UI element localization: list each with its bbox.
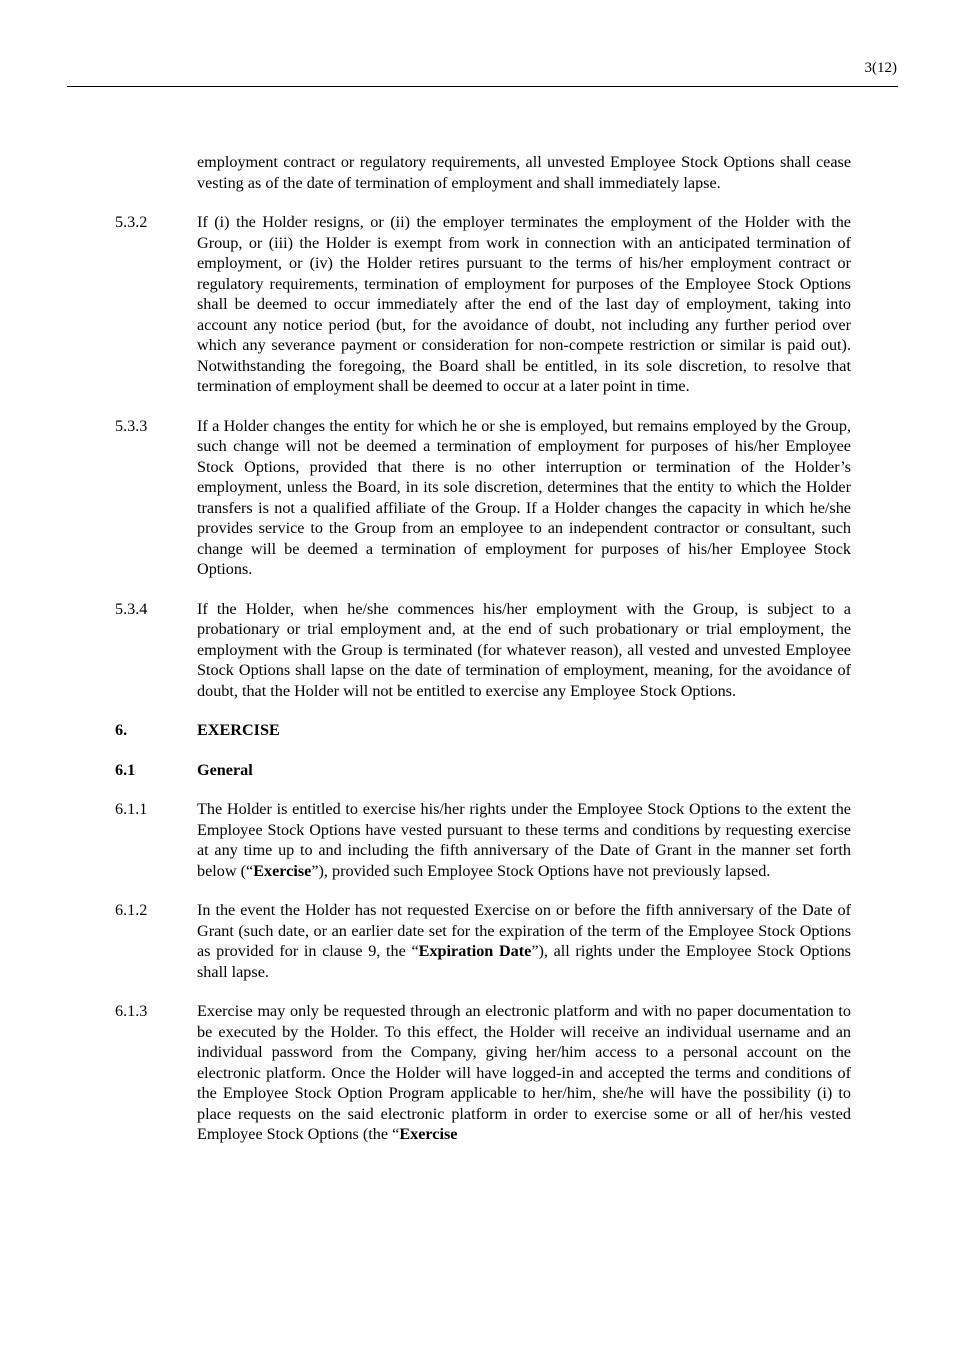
- document-body: [115, 152, 851, 1164]
- clause-number: 5.3.2: [115, 213, 148, 231]
- defined-term: Exercise: [399, 1125, 458, 1143]
- defined-term: Expiration Date: [418, 942, 532, 960]
- clause-number: 6.1.2: [115, 901, 148, 919]
- clause-number: 5.3.4: [115, 599, 148, 618]
- clause-text: employment contract or regulatory requirements, all unvested Employee Stock Options shall cease vesting as of the date of termination of employment and shall immediately lapse.: [197, 153, 851, 192]
- section-title: EXERCISE: [197, 721, 280, 739]
- clause-text-part: Exercise may only be requested through an electronic platform and with no paper documentation to be executed by the Holder. To this effect, the Holder will receive an individual username and an individual password from the Company, giving her/him access to a personal account on the electronic platform. Once the Holder will have logged-in and accepted the terms and conditions of the Employee Stock Option Program applicable to her/him, she/he will have the possibility (i) to place requests on the said electronic platform in order to exercise some or all of her/his vested Employee Stock Options (the “: [197, 1002, 851, 1143]
- clause-number: 6.1.3: [115, 1002, 148, 1020]
- clause-6-1-3: [115, 1001, 851, 1145]
- clause-text: [197, 900, 851, 982]
- clause-number: 6.1.1: [115, 800, 148, 818]
- clause-text: [197, 799, 851, 881]
- subsection-title: General: [197, 760, 253, 779]
- defined-term: Exercise: [253, 861, 312, 880]
- clause-number: [115, 152, 197, 193]
- paragraph-continuation: [115, 152, 851, 193]
- clause-text: If a Holder changes the entity for which he or she is employed, but remains employed by the Group, such change will not be deemed a termination of employment for purposes of his/her Employee Stock Options, provided that there is no other interruption or termination of the Holder’s employment, unless the Board, in its sole discretion, determines that the entity to which the Holder transfers is not a qualified affiliate of the Group. If a Holder changes the capacity in which he/she provides service to the Group from an employee to an independent contractor or consultant, such change will be deemed a termination of employment for purposes of his/her Employee Stock Options.: [197, 416, 851, 578]
- section-heading-exercise: [115, 720, 851, 741]
- clause-5-3-3: [115, 416, 851, 580]
- clause-text: [197, 1001, 851, 1145]
- subsection-heading-general: [115, 760, 851, 781]
- clause-text-part: ”), all rights under the Employee Stock Options shall lapse.: [197, 942, 851, 981]
- section-number: 6.: [115, 721, 128, 739]
- page-number: 3(12): [864, 60, 897, 76]
- subsection-number: 6.1: [115, 760, 136, 779]
- clause-5-3-4: [115, 599, 851, 702]
- clause-text-part: In the event the Holder has not requested Exercise on or before the fifth anniversary of the Date of Grant (such date, or an earlier date set for the expiration of the term of the Employee Stock Options as provided for in clause 9, the “: [197, 901, 851, 960]
- clause-6-1-1: [115, 799, 851, 881]
- header-rule: [67, 86, 898, 87]
- clause-5-3-2: [115, 212, 851, 397]
- clause-6-1-2: [115, 900, 851, 982]
- clause-text: If (i) the Holder resigns, or (ii) the employer terminates the employment of the Holder with the Group, or (iii) the Holder is exempt from work in connection with an anticipated termination of employment, or (iv) the Holder retires pursuant to the terms of his/her employment contract or regulatory requirements, termination of employment for purposes of the Employee Stock Options shall be deemed to occur immediately after the end of the last day of employment, taking into account any notice period (but, for the avoidance of doubt, not including any further period over which any severance payment or consideration for non-compete restriction or similar is paid out). Notwithstanding the foregoing, the Board shall be entitled, in its sole discretion, to resolve that termination of employment shall be deemed to occur at a later point in time.: [197, 213, 851, 395]
- clause-text: If the Holder, when he/she commences his/her employment with the Group, is subject to a probationary or trial employment and, at the end of such probationary or trial employment, the employment with the Group is terminated (for whatever reason), all vested and unvested Employee Stock Options shall lapse on the date of termination of employment, meaning, for the avoidance of doubt, that the Holder will not be entitled to exercise any Employee Stock Options.: [197, 599, 851, 700]
- clause-text-part: The Holder is entitled to exercise his/her rights under the Employee Stock Options to the extent the Employee Stock Options have vested pursuant to these terms and conditions by requesting exercise at any time up to and including the fifth anniversary of the Date of Grant in the manner set forth below (“: [197, 800, 851, 880]
- clause-number: 5.3.3: [115, 416, 148, 435]
- clause-text-part: ”), provided such Employee Stock Options have not previously lapsed.: [311, 861, 771, 880]
